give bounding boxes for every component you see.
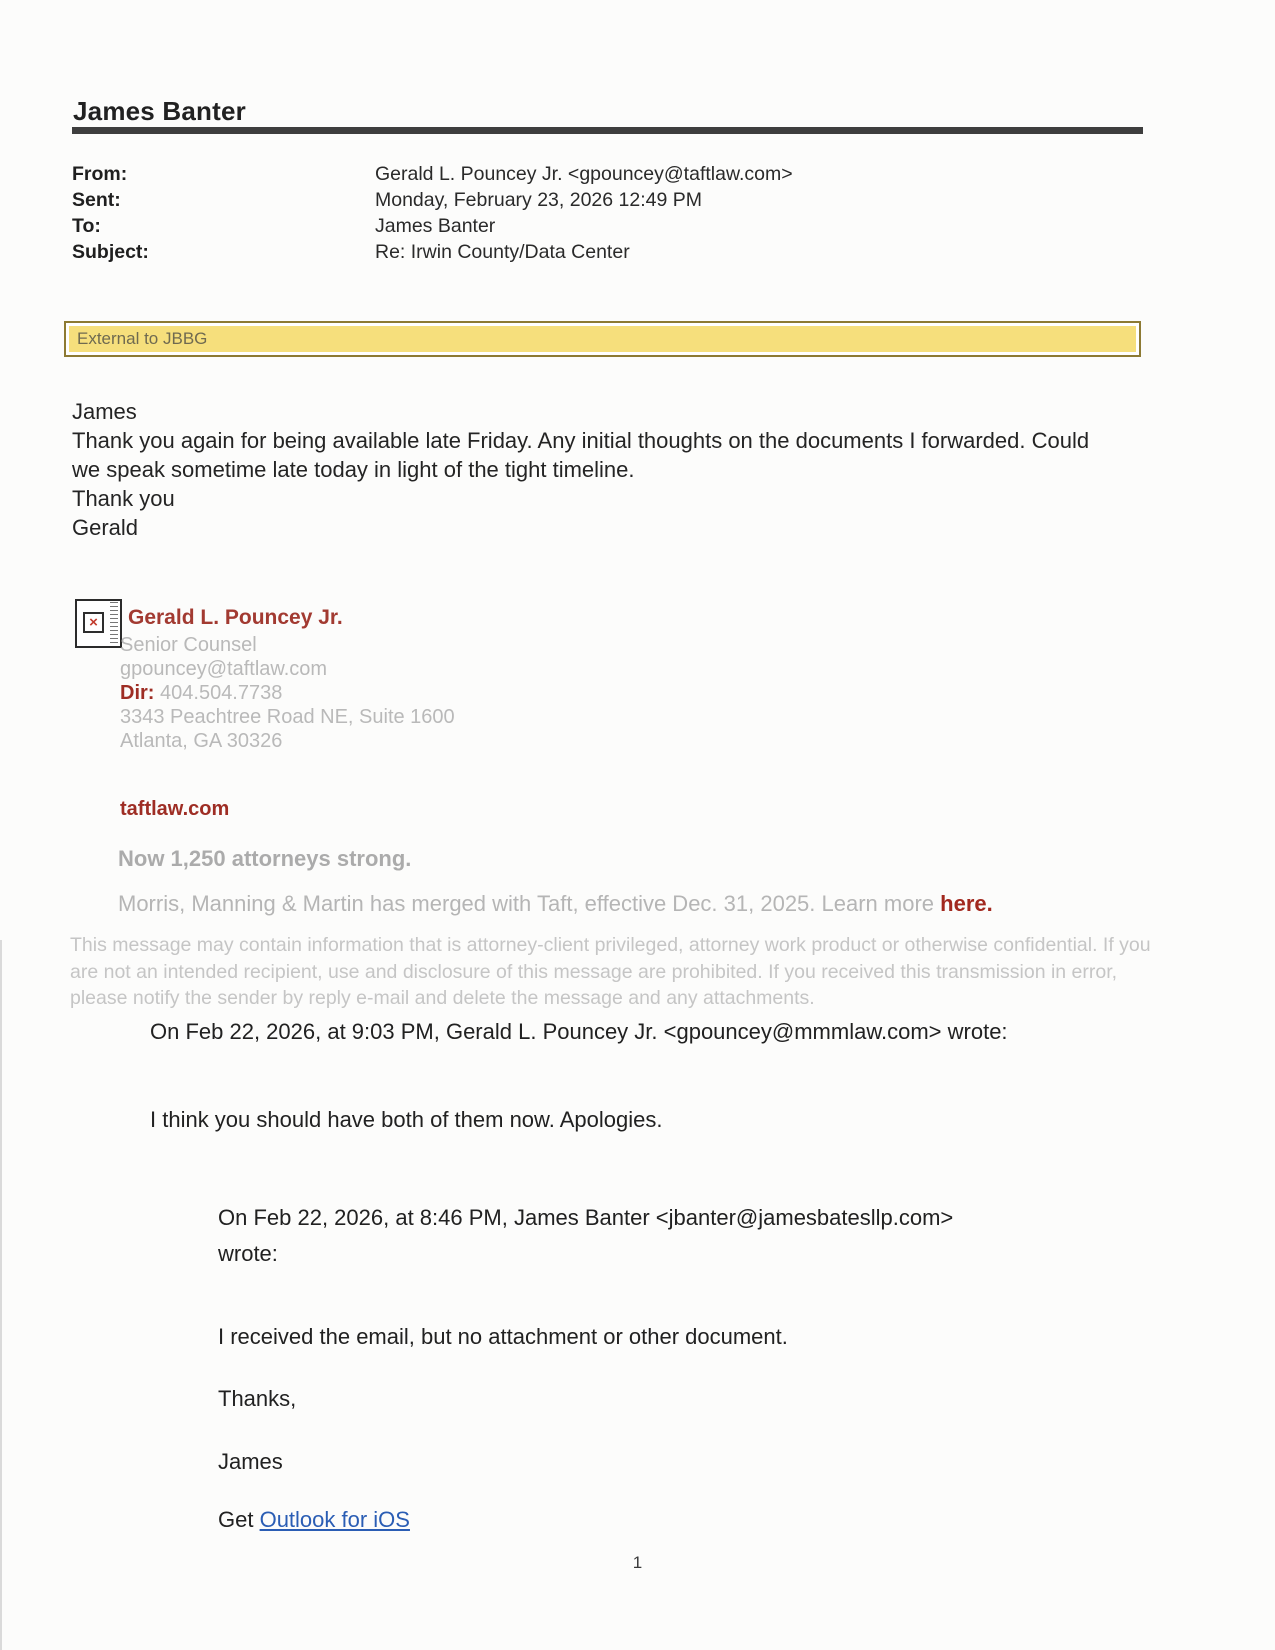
meta-value-to: James Banter — [375, 215, 496, 237]
signature-address-2: Atlanta, GA 30326 — [120, 730, 283, 752]
firm-tagline: Now 1,250 attorneys strong. — [118, 846, 412, 871]
outlook-for-ios-link[interactable]: Outlook for iOS — [259, 1507, 410, 1532]
body-signoff-name: Gerald — [72, 515, 139, 540]
page-number: 1 — [632, 1553, 643, 1572]
quote2-sender: James — [218, 1449, 283, 1474]
broken-image-x-icon — [83, 612, 104, 633]
quote2-header-line1: On Feb 22, 2026, at 8:46 PM, James Banter <jbanter@jamesbatesllp.com> — [218, 1205, 954, 1230]
signature-name: Gerald L. Pouncey Jr. — [128, 606, 343, 629]
external-warning-text: External to JBBG — [77, 329, 208, 348]
meta-label-to: To: — [72, 215, 101, 237]
meta-label-from: From: — [72, 163, 128, 185]
signature-phone-row — [120, 682, 282, 705]
signature-title: Senior Counsel — [120, 634, 257, 656]
merger-notice — [118, 891, 993, 917]
body-greeting: James — [72, 399, 137, 424]
quote2-header-line2: wrote: — [218, 1241, 278, 1266]
merger-here-link[interactable]: here. — [940, 891, 993, 916]
get-outlook-prefix: Get — [218, 1507, 260, 1532]
external-warning-fill — [69, 326, 1136, 352]
page-title: James Banter — [73, 96, 246, 126]
merger-text: Morris, Manning & Martin has merged with Taft, effective Dec. 31, 2025. Learn more — [118, 891, 941, 916]
quote1-header: On Feb 22, 2026, at 9:03 PM, Gerald L. Pouncey Jr. <gpouncey@mmmlaw.com> wrote: — [150, 1019, 1008, 1044]
quote2-thanks: Thanks, — [218, 1386, 297, 1411]
body-closing: Thank you — [72, 486, 175, 511]
signature-email[interactable]: gpouncey@taftlaw.com — [120, 658, 328, 680]
meta-value-from: Gerald L. Pouncey Jr. <gpouncey@taftlaw.com> — [375, 163, 793, 185]
meta-label-sent: Sent: — [72, 189, 121, 211]
meta-value-subject: Re: Irwin County/Data Center — [375, 241, 630, 263]
get-outlook-row — [218, 1507, 410, 1533]
disclaimer-line-3: please notify the sender by reply e-mail and delete the message and any attachments. — [70, 987, 815, 1009]
signature-address-1: 3343 Peachtree Road NE, Suite 1600 — [120, 706, 455, 728]
meta-label-subject: Subject: — [72, 241, 149, 263]
disclaimer-line-2: are not an intended recipient, use and disclosure of this message are prohibited. If you received this transmission in error, — [70, 961, 1118, 983]
x-glyph: × — [89, 614, 98, 631]
quote1-body: I think you should have both of them now. Apologies. — [150, 1107, 663, 1132]
external-warning-banner — [64, 321, 1141, 357]
dir-phone: 404.504.7738 — [160, 682, 283, 704]
header-rule — [72, 127, 1143, 134]
body-line-1: Thank you again for being available late Friday. Any initial thoughts on the documents I forwarded. Could — [72, 428, 1090, 453]
body-line-2: we speak sometime late today in light of the tight timeline. — [72, 457, 635, 482]
meta-value-sent: Monday, February 23, 2026 12:49 PM — [375, 189, 702, 211]
scan-edge-line — [0, 940, 2, 1650]
broken-image-strip — [110, 602, 118, 645]
quote2-body: I received the email, but no attachment or other document. — [218, 1324, 788, 1349]
broken-image-icon — [75, 599, 122, 648]
disclaimer-line-1: This message may contain information that is attorney-client privileged, attorney work product or otherwise confidential. If you — [70, 934, 1151, 956]
dir-label: Dir: — [120, 682, 155, 704]
firm-website-link[interactable]: taftlaw.com — [120, 798, 230, 820]
